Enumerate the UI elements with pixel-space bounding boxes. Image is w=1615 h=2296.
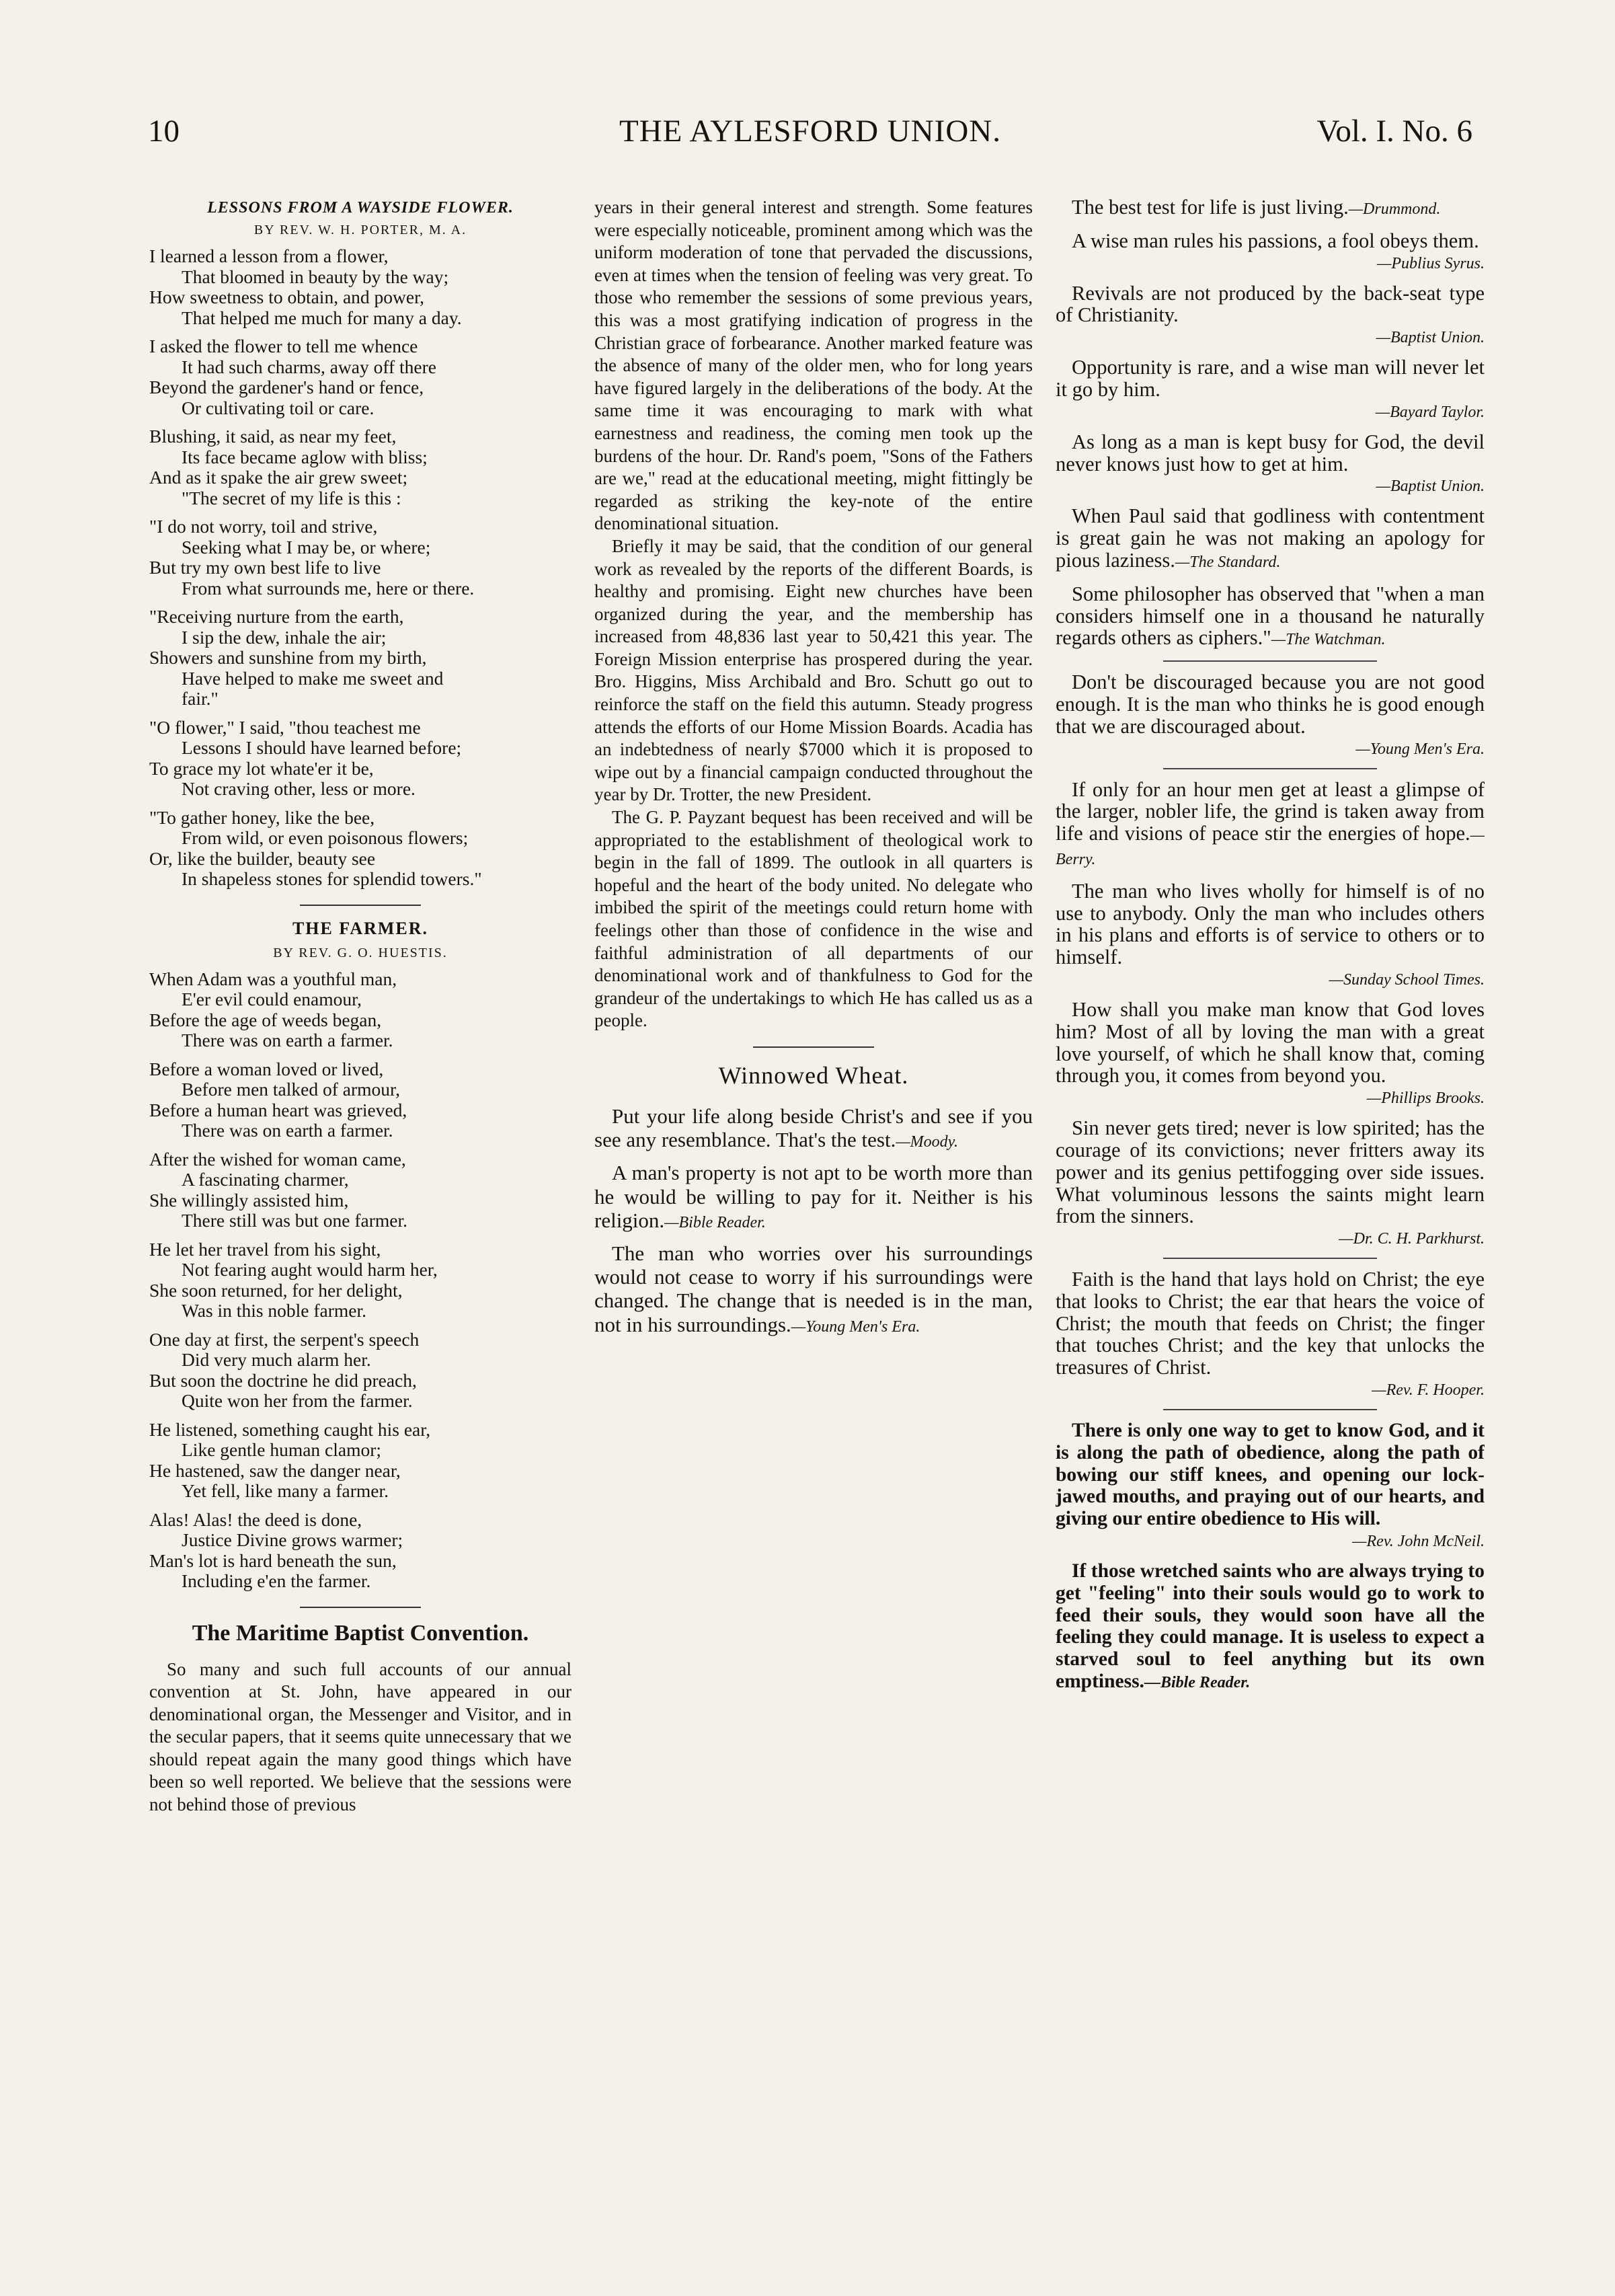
poem-line: There was on earth a farmer. [182,1030,393,1050]
poem-stanza [149,1510,572,1592]
quote-text: The man who lives wholly for himself is of no use to anybody. Only the man who includes others in his plans and efforts is of service to others or to himself. [1056,879,1485,969]
poem-line: "Receiving nurture from the earth, [149,606,404,627]
poem-line: Beyond the gardener's hand or fence, [149,377,424,397]
quote-text: When Paul said that godliness with contentment is great gain he was not making an apology for pious laziness. [1056,504,1485,572]
poem-stanza [149,426,572,508]
poem-line: I learned a lesson from a flower, [149,245,389,266]
article-paragraph: years in their general interest and strength. Some features were especially noticeable, prominent among which was the uniform moderation of tone that pervaded the discussions, even at times when the tension of feeling was very great. To those who remember the sessions of some previous years, this was a most gratifying indication of progress in the Christian grace of forbearance. Another marked feature was the absence of many of the older men, who for long years have figured largely in the deliberations of the body. At the same time it was encouraging to mark with what earnestness and readiness, the coming men took up the burdens of the hour. Dr. Rand's poem, "Sons of the Fathers are we," read at the educational meeting, might fittingly be regarded as striking the key-note of the entire denominational situation. [594,197,1033,534]
quote-text: As long as a man is kept busy for God, the devil never knows just how to get at him. [1056,430,1485,475]
poem-line: How sweetness to obtain, and power, [149,286,425,307]
quote-text: Put your life along beside Christ's and see if you see any resemblance. That's the test. [594,1104,1033,1152]
quote [1056,671,1485,737]
poem-line: And as it spake the air grew sweet; [149,467,408,488]
divider [149,898,572,912]
poem-line: Seeking what I may be, or where; [182,536,431,558]
quote-source: —Drummond. [1348,200,1441,218]
quote [594,1104,1033,1154]
poem-stanza [149,1420,572,1502]
poem-line: Did very much alarm her. [182,1349,371,1370]
poem-stanza [149,1149,572,1231]
poem-line: Or cultivating toil or care. [182,397,375,418]
quote-source: —Rev. John McNeil. [1352,1533,1485,1551]
quote-source: —Bible Reader. [1144,1674,1251,1692]
quote-text: Faith is the hand that lays hold on Christ; the eye that looks to Christ; the ear that hears the voice of Christ; the mouth that feeds on Christ; the finger that touches Christ; and the key that unlocks the treasures of Christ. [1056,1268,1485,1379]
quote [1056,1117,1485,1227]
poem-line: Quite won her from the farmer. [182,1390,413,1411]
poem-line: Like gentle human clamor; [182,1439,382,1460]
poem-author: BY REV. W. H. PORTER, M. A. [253,223,467,237]
quote [1056,1420,1485,1530]
poem-line: E'er evil could enamour, [182,989,362,1009]
poem-line: In shapeless stones for splendid towers." [182,868,482,889]
poem-stanza [149,808,572,890]
quote [594,1241,1033,1339]
poem-title: THE FARMER. [292,918,429,938]
quote [1056,779,1485,871]
quote-text: The man who worries over his surroundings would not cease to worry if his surroundings were changed. The change that is needed is in the man, not in his surroundings. [594,1241,1033,1336]
poem-line: I asked the flower to tell me whence [149,336,418,356]
masthead: THE AYLESFORD UNION. [619,114,1001,149]
column-2 [594,196,1033,2237]
quote [1056,431,1485,475]
quote [1056,196,1485,221]
poem-line: "O flower," I said, "thou teachest me [149,716,421,738]
poem-line: Not craving other, less or more. [182,778,416,799]
poem-line: There was on earth a farmer. [182,1120,393,1141]
divider [1163,1409,1377,1410]
poem-line: After the wished for woman came, [149,1148,406,1170]
quote-source: —Dr. C. H. Parkhurst. [1339,1230,1485,1248]
quote-text: A man's property is not apt to be worth more than he would be willing to pay for it. Neither is his religion. [594,1161,1033,1232]
quote [1056,356,1485,401]
poem-line: That bloomed in beauty by the way; [182,266,449,287]
quote-text: Sin never gets tired; never is low spirited; has the courage of its convictions; never fritters away its power and its genius pettifogging over side issues. What voluminous lessons the saints might learn from the sinners. [1056,1116,1485,1228]
poem-line: But soon the doctrine he did preach, [149,1369,417,1391]
quote [1056,282,1485,327]
poem-line: When Adam was a youthful man, [149,968,397,989]
volume-number: Vol. I. No. 6 [1316,114,1472,149]
quote [1056,1560,1485,1694]
poem-line: Including e'en the farmer. [182,1570,371,1591]
poem-line: Showers and sunshine from my birth, [149,647,427,668]
poem-line: There still was but one farmer. [182,1210,408,1231]
poem-line: One day at first, the serpent's speech [149,1328,420,1350]
poem-body [149,246,572,890]
quote-text: There is only one way to get to know God, and it is along the path of obedience, along the path of bowing our stiff knees, and opening our lock-jawed mouths, and praying out of our hearts, and giving our entire obedience to His will. [1056,1420,1485,1530]
article-paragraph: The G. P. Payzant bequest has been received and will be appropriated to the establishment of theological work to begin in the fall of 1899. The outlook in all quarters is hopeful and the heart of the body united. No delegate who imbibed the spirit of the meetings could return home with feelings other than those of confidence in the wise and faithful administration of all departments of our denominational work and of thankfulness to God for the grandeur of the undertakings to which He has called us as a people. [594,807,1033,1031]
poem-line: Blushing, it said, as near my feet, [149,426,397,447]
quote-text: If those wretched saints who are always trying to get "feeling" into their souls would go to work to feed their souls, they would soon have all the feeling they could manage. It is useless to expect a starved soul to feel anything but its own emptiness. [1056,1560,1485,1693]
divider [1163,768,1377,769]
poem-line: From what surrounds me, here or there. [182,577,475,599]
poem-line: Was in this noble farmer. [182,1300,367,1321]
quote-text: The best test for life is just living. [1072,196,1349,219]
quote-source: —Rev. F. Hooper. [1372,1381,1485,1400]
poem-line: "The secret of my life is this : [182,487,401,508]
article-paragraph: Briefly it may be said, that the condition of our general work as revealed by the reports of the different Boards, is healthy and promising. Eight new churches have been organized during the year, and the membership has increased from 48,836 last year to 50,421 this year. The Foreign Mission enterprise has prospered during the year. Bro. Higgins, Miss Archibald and Bro. Schutt go out to reinforce the staff on the field this autumn. Steady progress attends the efforts of our Home Mission Boards. Acadia has an indebtedness of nearly $7000 which it is proposed to wipe out by a financial campaign conducted throughout the year by Dr. Trotter, the new President. [594,535,1033,805]
poem-line: "I do not worry, toil and strive, [149,516,378,537]
quote-source: —Baptist Union. [1376,329,1485,347]
poem-line: She soon returned, for her delight, [149,1279,403,1301]
quote-source: —Bible Reader. [664,1213,766,1231]
quote-source: —Young Men's Era. [791,1317,920,1336]
quote-source: —Bayard Taylor. [1375,403,1485,421]
quote [594,1161,1033,1235]
poem-line: Alas! Alas! the deed is done, [149,1508,362,1530]
poem-stanza [149,516,572,599]
poem-line: Before the age of weeds began, [149,1009,382,1030]
quote-text: If only for an hour men get at least a glimpse of the larger, nobler life, the grind is taken away from life and visions of peace stir the energies of hope. [1056,777,1485,845]
quote [1056,880,1485,968]
poem-body [149,969,572,1592]
poem-line: Before a woman loved or lived, [149,1058,384,1079]
poem-line: A fascinating charmer, [182,1169,349,1190]
section-heading: Winnowed Wheat. [718,1061,909,1089]
poem-line: From wild, or even poisonous flowers; [182,827,469,848]
poem-author: BY REV. G. O. HUESTIS. [273,945,448,960]
page-number: 10 [148,114,180,149]
poem-line: He let her travel from his sight, [149,1238,381,1260]
quote-text: Don't be discouraged because you are not good enough. It is the man who thinks he is good enough that we are discouraged about. [1056,671,1485,738]
column-3 [1056,196,1485,2237]
poem-line: To grace my lot whate'er it be, [149,757,374,779]
quote-source: —Moody. [896,1133,958,1151]
poem-line: Yet fell, like many a farmer. [182,1480,389,1501]
quote-source: —Phillips Brooks. [1366,1089,1485,1108]
column-1 [149,196,572,2237]
poem-stanza [149,607,572,710]
poem-stanza [149,969,572,1051]
divider [1163,660,1377,662]
poem-line: That helped me much for many a day. [182,307,462,328]
poem-line: Not fearing aught would harm her, [182,1259,438,1280]
poem-line: Before men talked of armour, [182,1079,400,1100]
quote-text: Opportunity is rare, and a wise man will never let it go by him. [1056,356,1485,401]
poem-line: It had such charms, away off there [182,356,436,377]
poem-stanza [149,1239,572,1322]
poem-stanza [149,1330,572,1412]
quote [1056,505,1485,573]
poem-line: Before a human heart was grieved, [149,1099,407,1120]
article-paragraph: So many and such full accounts of our annual convention at St. John, have appeared in our denominational organ, the Messenger and Visitor, and in the secular papers, that it seems quite unnecessary that we should repeat again the many good things which have been so well reported. We believe that the sessions were not behind those of previous [149,1658,572,1815]
quote-text: A wise man rules his passions, a fool obeys them. [1072,229,1479,252]
poem-line: Have helped to make me sweet and [182,667,444,689]
poem-line: "To gather honey, like the bee, [149,806,375,828]
quote-text: Some philosopher has observed that "when a man considers himself one in a thousand he naturally regards others as ciphers." [1056,582,1485,650]
poem-stanza [149,336,572,418]
quote-text: Revivals are not produced by the back-seat type of Christianity. [1056,281,1485,327]
poem-title: LESSONS FROM A WAYSIDE FLOWER. [207,199,514,217]
quote-source: —Sunday School Times. [1329,970,1485,989]
article-heading: The Maritime Baptist Convention. [192,1620,529,1646]
quote-source: —Publius Syrus. [1376,254,1485,272]
quote-source: —The Standard. [1175,553,1281,571]
poem-line: He listened, something caught his ear, [149,1418,431,1440]
page-header [148,113,1472,153]
poem-stanza [149,246,572,328]
quote [1056,583,1485,651]
divider [594,1039,1033,1053]
divider [1163,1258,1377,1259]
quote-source: —Young Men's Era. [1355,740,1485,758]
poem-line: But try my own best life to live [149,557,381,578]
poem-line: Or, like the builder, beauty see [149,847,376,869]
quote-source: —Berry. [1056,827,1485,868]
quote [1056,230,1485,252]
quote [1056,1268,1485,1379]
poem-line: Justice Divine grows warmer; [182,1529,403,1550]
quote [1056,999,1485,1087]
quote-text: How shall you make man know that God loves him? Most of all by loving the man with a great love yourself, of which he shall know that, coming through you, it comes from beyond you. [1056,997,1485,1087]
quote-source: —Baptist Union. [1376,477,1485,496]
poem-line: He hastened, saw the danger near, [149,1459,401,1481]
poem-line: Lessons I should have learned before; [182,737,462,758]
poem-stanza [149,1059,572,1141]
poem-line: Man's lot is hard beneath the sun, [149,1549,397,1571]
poem-line: Its face became aglow with bliss; [182,446,428,467]
divider [149,1600,572,1614]
poem-line: I sip the dew, inhale the air; [182,626,387,648]
poem-line: She willingly assisted him, [149,1189,349,1211]
poem-stanza [149,718,572,800]
poem-line: fair." [182,688,219,709]
quote-source: —The Watchman. [1271,631,1386,649]
